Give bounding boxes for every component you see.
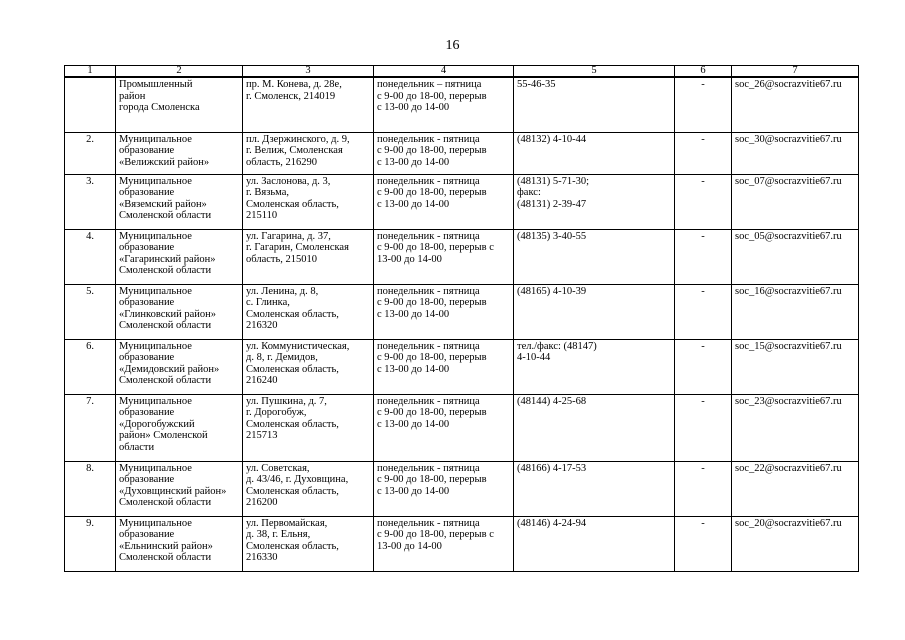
phone-cell: (48146) 4-24-94	[514, 516, 675, 571]
phone-cell: (48135) 3-40-55	[514, 229, 675, 284]
organization-name: Муниципальное образование «Духовщинский район» Смоленской области	[116, 461, 243, 516]
table-row	[65, 284, 859, 339]
row-number: 6.	[65, 339, 116, 394]
table-row	[65, 516, 859, 571]
email-cell: soc_15@socrazvitie67.ru	[732, 339, 859, 394]
organization-name: Муниципальное образование «Вяземский район» Смоленской области	[116, 174, 243, 229]
email-cell: soc_26@socrazvitie67.ru	[732, 77, 859, 132]
column-header: 6	[675, 66, 732, 78]
table-row	[65, 229, 859, 284]
column-header: 7	[732, 66, 859, 78]
organization-name: Промышленный район города Смоленска	[116, 77, 243, 132]
working-hours-cell: понедельник - пятница с 9-00 до 18-00, перерыв с 13-00 до 14-00	[374, 461, 514, 516]
organization-name: Муниципальное образование «Дорогобужский район» Смоленской области	[116, 394, 243, 461]
email-cell: soc_05@socrazvitie67.ru	[732, 229, 859, 284]
address-cell: ул. Пушкина, д. 7, г. Дорогобуж, Смоленская область, 215713	[243, 394, 374, 461]
row-number: 4.	[65, 229, 116, 284]
fax-cell: -	[675, 77, 732, 132]
email-cell: soc_22@socrazvitie67.ru	[732, 461, 859, 516]
phone-cell: (48144) 4-25-68	[514, 394, 675, 461]
row-number: 3.	[65, 174, 116, 229]
table-row	[65, 461, 859, 516]
fax-cell: -	[675, 174, 732, 229]
table-row	[65, 77, 859, 132]
row-number: 5.	[65, 284, 116, 339]
working-hours-cell: понедельник - пятница с 9-00 до 18-00, перерыв с 13-00 до 14-00	[374, 174, 514, 229]
working-hours-cell: понедельник - пятница с 9-00 до 18-00, перерыв с 13-00 до 14-00	[374, 516, 514, 571]
phone-cell: тел./факс: (48147) 4-10-44	[514, 339, 675, 394]
address-cell: ул. Первомайская, д. 38, г. Ельня, Смоленская область, 216330	[243, 516, 374, 571]
email-cell: soc_20@socrazvitie67.ru	[732, 516, 859, 571]
column-header: 1	[65, 66, 116, 78]
working-hours-cell: понедельник - пятница с 9-00 до 18-00, перерыв с 13-00 до 14-00	[374, 132, 514, 174]
table-row	[65, 174, 859, 229]
fax-cell: -	[675, 229, 732, 284]
organization-name: Муниципальное образование «Велижский район»	[116, 132, 243, 174]
phone-cell: (48132) 4-10-44	[514, 132, 675, 174]
column-header: 4	[374, 66, 514, 78]
row-number: 8.	[65, 461, 116, 516]
address-cell: ул. Гагарина, д. 37, г. Гагарин, Смоленская область, 215010	[243, 229, 374, 284]
address-cell: ул. Советская, д. 43/46, г. Духовщина, Смоленская область, 216200	[243, 461, 374, 516]
email-cell: soc_16@socrazvitie67.ru	[732, 284, 859, 339]
phone-cell: (48165) 4-10-39	[514, 284, 675, 339]
organization-name: Муниципальное образование «Демидовский район» Смоленской области	[116, 339, 243, 394]
email-cell: soc_23@socrazvitie67.ru	[732, 394, 859, 461]
table-header-row	[65, 66, 859, 78]
fax-cell: -	[675, 339, 732, 394]
table-row	[65, 132, 859, 174]
fax-cell: -	[675, 394, 732, 461]
working-hours-cell: понедельник – пятница с 9-00 до 18-00, перерыв с 13-00 до 14-00	[374, 77, 514, 132]
working-hours-cell: понедельник - пятница с 9-00 до 18-00, перерыв с 13-00 до 14-00	[374, 394, 514, 461]
row-number	[65, 77, 116, 132]
address-cell: ул. Коммунистическая, д. 8, г. Демидов, Смоленская область, 216240	[243, 339, 374, 394]
working-hours-cell: понедельник - пятница с 9-00 до 18-00, перерыв с 13-00 до 14-00	[374, 229, 514, 284]
address-cell: ул. Заслонова, д. 3, г. Вязьма, Смоленская область, 215110	[243, 174, 374, 229]
row-number: 9.	[65, 516, 116, 571]
address-cell: ул. Ленина, д. 8, с. Глинка, Смоленская область, 216320	[243, 284, 374, 339]
table-row	[65, 339, 859, 394]
column-header: 3	[243, 66, 374, 78]
fax-cell: -	[675, 461, 732, 516]
organization-name: Муниципальное образование «Ельнинский район» Смоленской области	[116, 516, 243, 571]
row-number: 7.	[65, 394, 116, 461]
organization-name: Муниципальное образование «Гагаринский район» Смоленской области	[116, 229, 243, 284]
institutions-table	[64, 65, 859, 572]
phone-cell: (48166) 4-17-53	[514, 461, 675, 516]
email-cell: soc_30@socrazvitie67.ru	[732, 132, 859, 174]
working-hours-cell: понедельник - пятница с 9-00 до 18-00, перерыв с 13-00 до 14-00	[374, 339, 514, 394]
phone-cell: 55-46-35	[514, 77, 675, 132]
email-cell: soc_07@socrazvitie67.ru	[732, 174, 859, 229]
row-number: 2.	[65, 132, 116, 174]
address-cell: пл. Дзержинского, д. 9, г. Велиж, Смоленская область, 216290	[243, 132, 374, 174]
column-header: 2	[116, 66, 243, 78]
address-cell: пр. М. Конева, д. 28е, г. Смоленск, 214019	[243, 77, 374, 132]
page-number: 16	[445, 38, 460, 53]
working-hours-cell: понедельник - пятница с 9-00 до 18-00, перерыв с 13-00 до 14-00	[374, 284, 514, 339]
fax-cell: -	[675, 132, 732, 174]
column-header: 5	[514, 66, 675, 78]
phone-cell: (48131) 5-71-30; факс: (48131) 2-39-47	[514, 174, 675, 229]
fax-cell: -	[675, 516, 732, 571]
table-row	[65, 394, 859, 461]
fax-cell: -	[675, 284, 732, 339]
organization-name: Муниципальное образование «Глинковский район» Смоленской области	[116, 284, 243, 339]
